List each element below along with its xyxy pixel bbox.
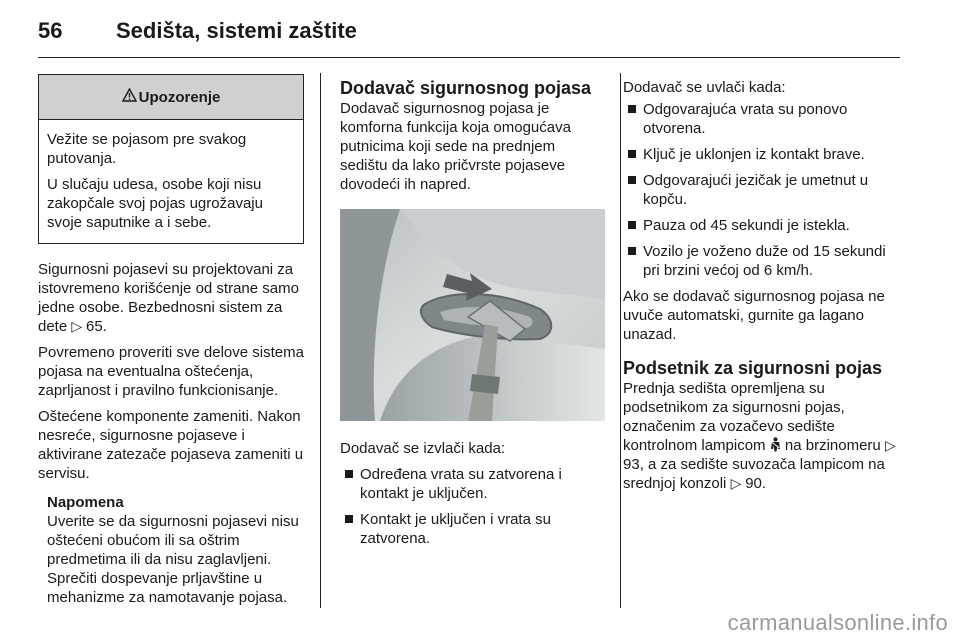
paragraph-replacement: Oštećene komponente zameniti. Nakon nesreće, sigurnosne pojaseve i aktivirane zatezače pojaseva zameniti u servisu. bbox=[38, 408, 304, 482]
list-item: Odgovarajući jezičak je umetnut u kopču. bbox=[623, 171, 905, 209]
section-heading-belt-presenter: Dodavač sigurnosnog pojasa bbox=[340, 78, 592, 98]
header-rule bbox=[38, 57, 900, 58]
section-heading-reminder: Podsetnik za sigurnosni pojas bbox=[623, 358, 883, 378]
watermark: carmanualsonline.info bbox=[727, 610, 948, 635]
warning-text-1: Vežite se pojasom pre svakog putovanja. bbox=[47, 131, 247, 167]
warning-title: Upozorenje bbox=[138, 88, 221, 106]
reference-page-link[interactable]: 93 bbox=[623, 456, 640, 473]
column-divider-2 bbox=[620, 73, 621, 608]
retract-title: Dodavač se uvlači kada: bbox=[623, 79, 786, 96]
paragraph-belts bbox=[38, 260, 304, 336]
column-3 bbox=[623, 78, 905, 500]
reminder-text-b: na brzinomeru bbox=[780, 437, 885, 454]
seatbelt-presenter-photo bbox=[340, 209, 605, 421]
list-item: Odgovarajuća vrata su ponovo otvorena. bbox=[623, 100, 905, 138]
page-title: Sedišta, sistemi zaštite bbox=[116, 18, 357, 43]
reference-arrow-icon: ▷ bbox=[730, 475, 746, 491]
reminder-text-a: Prednja sedišta opremljena su podsetnikom za sigurnosni pojas, označenim za vozačevo sedište kontrolnom lampicom bbox=[623, 380, 845, 454]
warning-box bbox=[38, 74, 304, 244]
extend-title: Dodavač se izvlači kada: bbox=[340, 440, 506, 457]
paragraph-belts-text: Sigurnosni pojasevi su projektovani za istovremeno korišćenje od strane samo jedne osobe. Bezbednosni sistem za dete bbox=[38, 261, 299, 335]
list-item: Ključ je uklonjen iz kontakt brave. bbox=[623, 145, 905, 164]
list-item: Vozilo je voženo duže od 15 sekundi pri brzini većoj od 6 km/h. bbox=[623, 242, 905, 280]
reference-arrow-icon: ▷ bbox=[71, 318, 87, 334]
reference-arrow-icon: ▷ bbox=[884, 437, 896, 453]
warning-text-2: U slučaju udesa, osobe koji nisu zakopčale svoj pojas ugrožavaju svoje saputnike a i sebe. bbox=[47, 176, 263, 231]
retract-conditions-list bbox=[623, 100, 905, 280]
manual-retract-text: Ako se dodavač sigurnosnog pojasa ne uvuče automatski, gurnite ga lagano unazad. bbox=[623, 288, 885, 343]
extend-conditions-list bbox=[340, 465, 605, 548]
page-number: 56 bbox=[38, 18, 63, 43]
column-2 bbox=[340, 78, 605, 555]
note-text: Uverite se da sigurnosni pojasevi nisu oštećeni obućom ili sa oštrim predmetima ili da nisu zaglavljeni. Sprečiti dospevanje prljavštine u mehanizme za namotavanje pojasa. bbox=[47, 513, 299, 606]
warning-triangle-icon bbox=[122, 88, 137, 107]
paragraph-inspection: Povremeno proveriti sve delove sistema pojasa na eventualna oštećenja, zaprljanost i pravilno funkcionisanje. bbox=[38, 344, 304, 399]
reference-page-link[interactable]: 90. bbox=[745, 475, 767, 492]
reference-page-link[interactable]: 65. bbox=[86, 318, 107, 335]
warning-header bbox=[39, 75, 303, 120]
list-item: Pauza od 45 sekundi je istekla. bbox=[623, 216, 905, 235]
belt-presenter-intro: Dodavač sigurnosnog pojasa je komforna funkcija koja omogućava putnicima koji sede na prednjem sedištu da lako pričvrste pojaseve dovodeći ih napred. bbox=[340, 100, 571, 193]
seatbelt-person-icon bbox=[770, 437, 781, 454]
list-item: Određena vrata su zatvorena i kontakt je uključen. bbox=[340, 465, 605, 503]
list-item: Kontakt je uključen i vrata su zatvorena. bbox=[340, 510, 605, 548]
reminder-paragraph bbox=[623, 379, 905, 493]
column-1 bbox=[38, 74, 304, 607]
reminder-text-c: , a za sedište suvozača lampicom na srednjoj konzoli bbox=[623, 456, 885, 492]
note-block bbox=[47, 493, 304, 607]
column-divider-1 bbox=[320, 73, 321, 608]
note-title: Napomena bbox=[47, 494, 124, 511]
